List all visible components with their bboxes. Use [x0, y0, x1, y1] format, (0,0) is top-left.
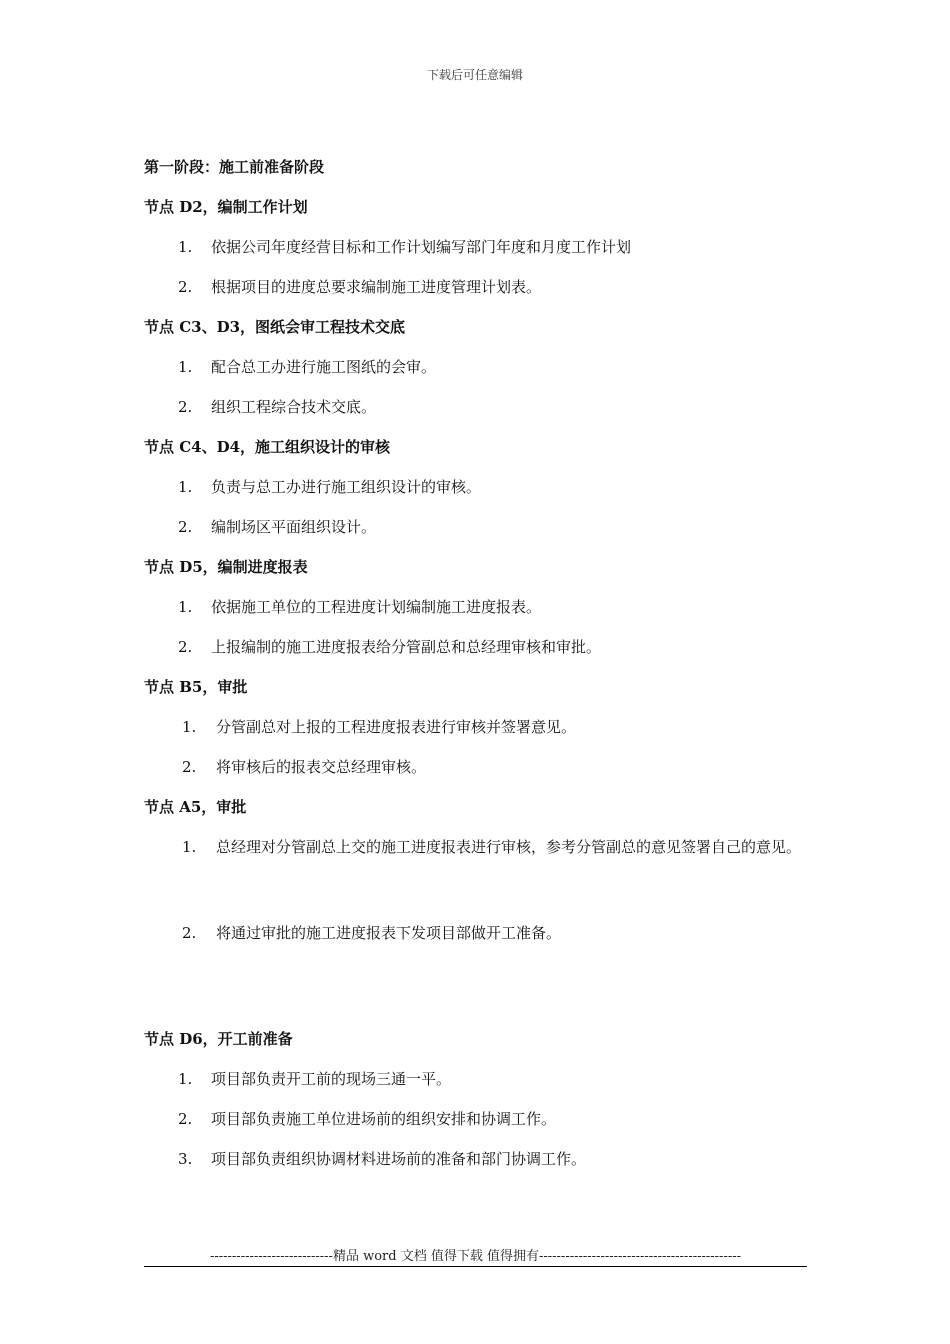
item-number: 2. — [178, 1110, 193, 1128]
item-number: 1. — [178, 358, 193, 376]
item-text: 组织工程综合技术交底。 — [211, 398, 377, 416]
item-number: 1. — [178, 598, 193, 616]
list-item — [144, 635, 814, 675]
list-item — [144, 275, 814, 315]
section-heading: 节点 D5，编制进度报表 — [144, 558, 308, 576]
list-item — [144, 1067, 814, 1107]
item-text: 分管副总对上报的工程进度报表进行审核并签署意见。 — [216, 718, 577, 736]
list-item — [144, 515, 814, 555]
item-number: 3. — [178, 1150, 193, 1168]
document-body — [144, 155, 814, 1187]
list-item — [144, 1107, 814, 1147]
item-number: 2. — [178, 518, 193, 536]
item-number: 1. — [182, 838, 197, 856]
item-text: 将通过审批的施工进度报表下发项目部做开工准备。 — [216, 924, 562, 942]
list-item — [144, 475, 814, 515]
section-heading: 节点 D6，开工前准备 — [144, 1030, 293, 1048]
item-text: 配合总工办进行施工图纸的会审。 — [211, 358, 437, 376]
item-number: 1. — [178, 1070, 193, 1088]
item-text: 项目部负责施工单位进场前的组织安排和协调工作。 — [211, 1110, 557, 1128]
section-heading: 节点 C4、D4，施工组织设计的审核 — [144, 438, 391, 456]
item-text: 根据项目的进度总要求编制施工进度管理计划表。 — [211, 278, 542, 296]
list-item — [144, 921, 814, 961]
item-number: 2. — [182, 758, 197, 776]
list-item — [144, 595, 814, 635]
list-item — [144, 355, 814, 395]
item-text: 上报编制的施工进度报表给分管副总和总经理审核和审批。 — [211, 638, 602, 656]
stage-title: 第一阶段：施工前准备阶段 — [144, 158, 325, 176]
item-text: 项目部负责开工前的现场三通一平。 — [211, 1070, 452, 1088]
page-footer: ----------------------------精品 word 文档 值得下载 值得拥有---------------------------------------------- — [144, 1245, 807, 1267]
list-item — [144, 835, 814, 921]
section-heading: 节点 B5，审批 — [144, 678, 248, 696]
item-text: 依据公司年度经营目标和工作计划编写部门年度和月度工作计划 — [211, 238, 632, 256]
item-number: 1. — [178, 238, 193, 256]
list-item — [144, 235, 814, 275]
item-number: 1. — [178, 478, 193, 496]
section-heading: 节点 A5，审批 — [144, 798, 247, 816]
item-number: 1. — [182, 718, 197, 736]
item-text: 总经理对分管副总上交的施工进度报表进行审核，参考分管副总的意见签署自己的意见。 — [216, 838, 802, 856]
item-text: 编制场区平面组织设计。 — [211, 518, 377, 536]
list-item — [144, 755, 814, 795]
item-number: 2. — [178, 278, 193, 296]
item-text: 项目部负责组织协调材料进场前的准备和部门协调工作。 — [211, 1150, 587, 1168]
list-item — [144, 1147, 814, 1187]
item-text: 负责与总工办进行施工组织设计的审核。 — [211, 478, 482, 496]
section-heading: 节点 C3、D3，图纸会审工程技术交底 — [144, 318, 406, 336]
item-number: 2. — [178, 638, 193, 656]
list-item — [144, 715, 814, 755]
header-note: 下载后可任意编辑 — [426, 68, 523, 82]
item-number: 2. — [178, 398, 193, 416]
section-spacer — [144, 961, 814, 1027]
section-heading: 节点 D2，编制工作计划 — [144, 198, 308, 216]
list-item — [144, 395, 814, 435]
item-text: 依据施工单位的工程进度计划编制施工进度报表。 — [211, 598, 542, 616]
item-number: 2. — [182, 924, 197, 942]
item-text: 将审核后的报表交总经理审核。 — [216, 758, 427, 776]
